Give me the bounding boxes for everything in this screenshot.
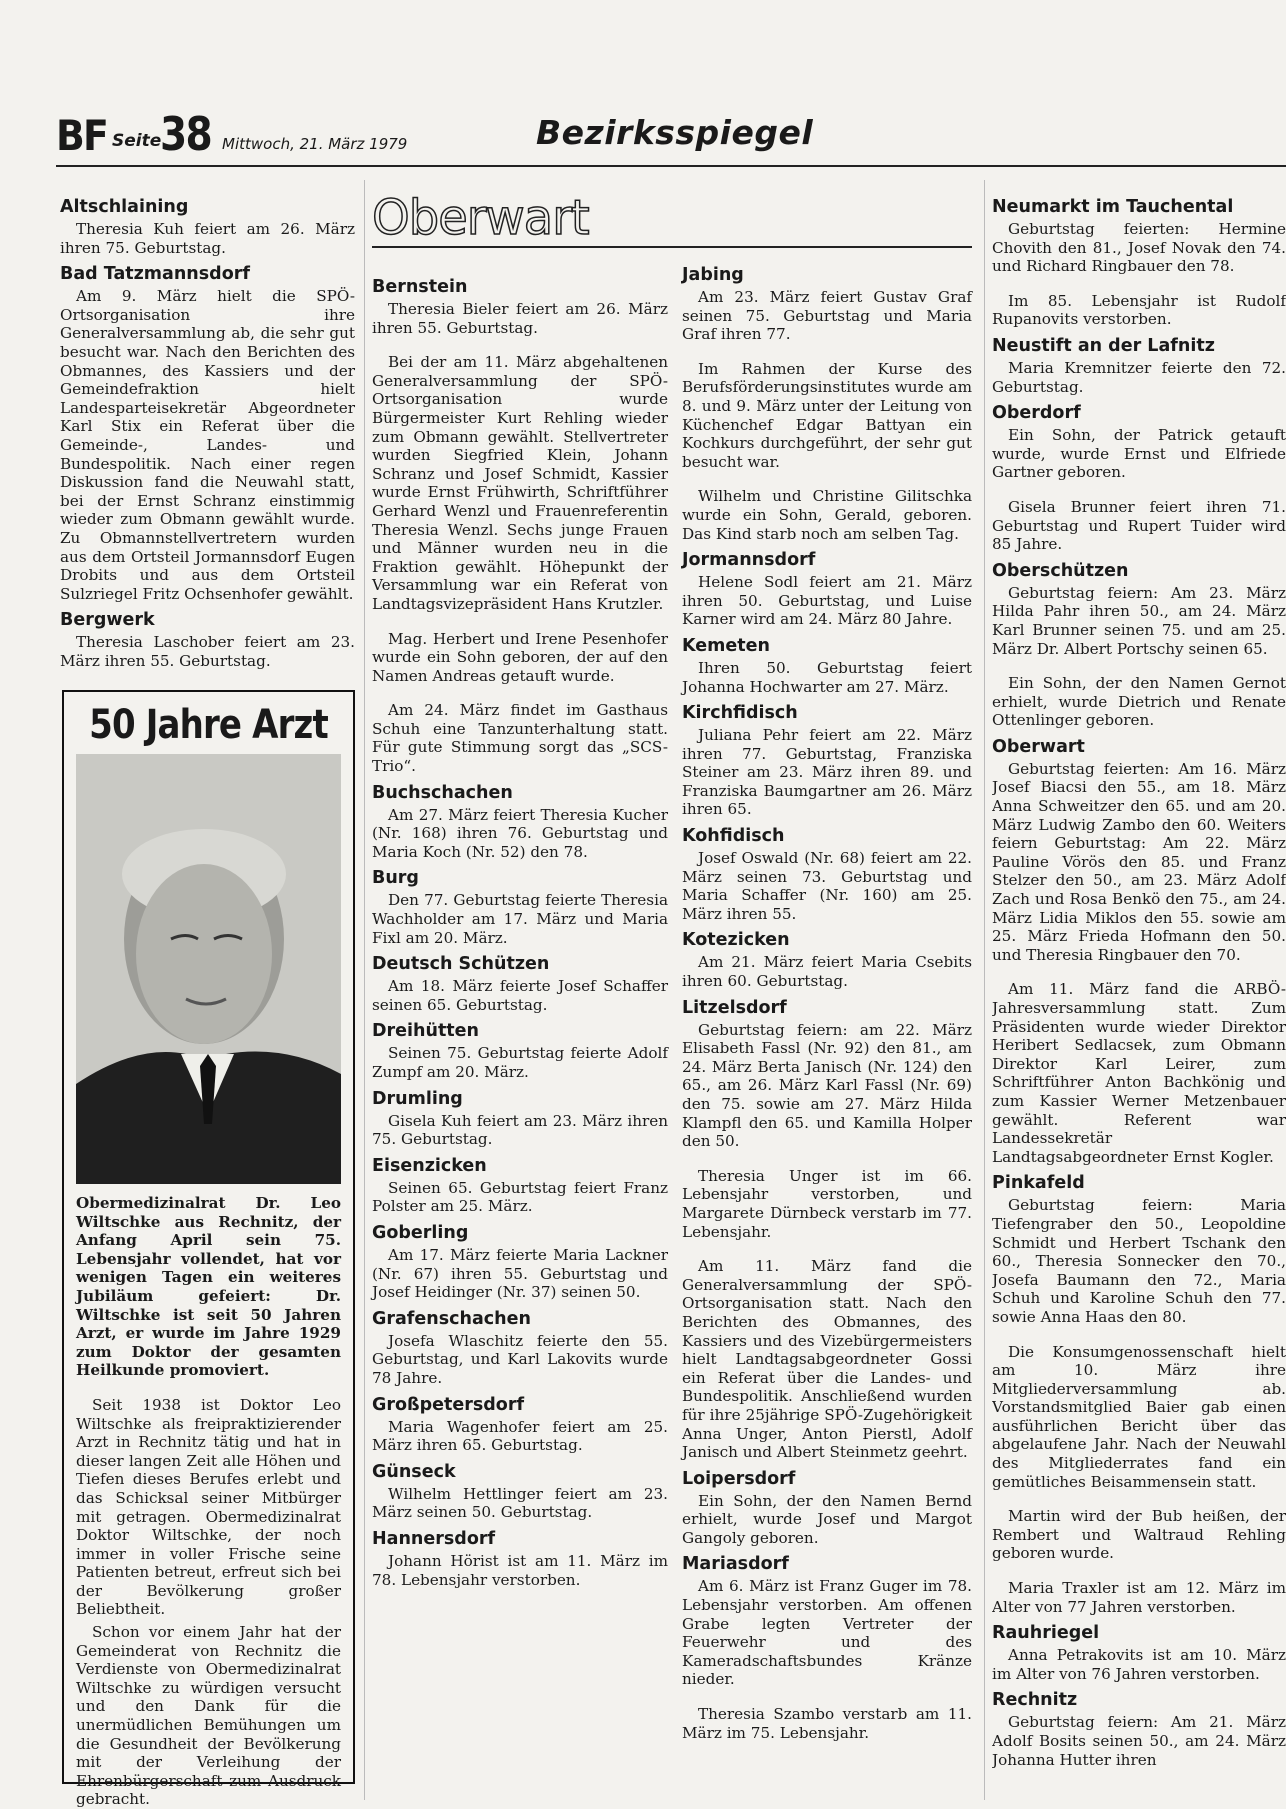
news-paragraph: Theresia Kuh feiert am 26. März ihren 75. Geburtstag. — [60, 220, 355, 257]
place-heading: Großpetersdorf — [372, 1394, 525, 1415]
place-heading: Kohfidisch — [682, 826, 785, 847]
news-paragraph: Wilhelm Hettlinger feiert am 23. März seinen 50. Geburtstag. — [372, 1484, 668, 1522]
place-heading: Neustift an der Lafnitz — [992, 335, 1215, 356]
news-paragraph: Josef Oswald (Nr. 68) feiert am 22. März seinen 73. Geburtstag und Maria Schaffer (Nr. 160) am 25. März ihren 55. — [682, 849, 972, 923]
news-paragraph: Mag. Herbert und Irene Pesenhofer wurde ein Sohn geboren, der auf den Namen Andreas getauft wurde. — [372, 629, 668, 685]
news-paragraph: Helene Sodl feiert am 21. März ihren 50. Geburtstag, und Luise Karner wird am 24. März 80 Jahre. — [682, 573, 972, 629]
column-divider — [364, 180, 365, 1800]
place-heading: Rechnitz — [992, 1690, 1078, 1711]
feature-lead: Obermedizinalrat Dr. Leo Wiltschke aus Rechnitz, der Anfang April sein 75. Lebensjahr vollendet, hat vor wenigen Tagen ein weiteres Jubiläum gefeiert: Dr. Wiltschke ist seit 50 Jahren Arzt, er wurde im Jahre 1929 zum Doktor der gesamten Heilkunde promoviert. — [76, 1194, 341, 1380]
news-paragraph: Am 6. März ist Franz Guger im 78. Lebensjahr verstorben. Am offenen Grabe legten Vertreter der Feuerwehr und des Kameradschaftsbundes Kränze nieder. — [682, 1577, 972, 1689]
news-paragraph: Maria Kremnitzer feierte den 72. Geburtstag. — [992, 358, 1286, 396]
news-paragraph: Geburtstag feierten: Hermine Chovith den 81., Josef Novak den 74. und Richard Ringbauer den 78. — [992, 220, 1286, 276]
news-paragraph: Maria Wagenhofer feiert am 25. März ihren 65. Geburtstag. — [372, 1417, 668, 1455]
feature-title: 50 Jahre Arzt — [89, 702, 328, 748]
news-paragraph: Geburtstag feiern: Am 23. März Hilda Pahr ihren 50., am 24. März Karl Brunner seinen 75. und am 25. März Dr. Albert Portschy seinen 65. — [992, 583, 1286, 658]
feature-paragraph: Schon vor einem Jahr hat der Gemeinderat von Rechnitz die Verdienste von Obermedizinalrat Wiltschke zu würdigen versucht und den Dank für die unermüdlichen Bemühungen um die Gesundheit der Bevölkerung mit der Verleihung der Ehrenbürgerschaft zum Ausdruck gebracht. — [76, 1623, 341, 1809]
place-heading: Jabing — [682, 265, 744, 285]
feature-paragraph: Seit 1938 ist Doktor Leo Wiltschke als freipraktizierender Arzt in Rechnitz tätig und hat in dieser langen Zeit alle Höhen und Tiefen dieses Berufes erlebt und das Schicksal seiner Mitbürger mit getragen. Obermedizinalrat Doktor Wiltschke, der noch immer in voller Frische seine Patienten betreut, erfreut sich bei der Bevölkerung großer Beliebtheit. — [76, 1395, 341, 1619]
news-paragraph: Am 27. März feiert Theresia Kucher (Nr. 168) ihren 76. Geburtstag und Maria Koch (Nr. 52) den 78. — [372, 805, 668, 861]
place-heading: Litzelsdorf — [682, 997, 787, 1018]
feature-box — [62, 690, 355, 1809]
place-heading: Neumarkt im Tauchental — [992, 197, 1234, 217]
page-label: Seite — [112, 131, 162, 151]
page-header — [56, 105, 1286, 165]
news-paragraph: Geburtstag feierten: Am 16. März Josef Biacsi den 55., am 18. März Anna Schweitzer den 65. und am 20. März Ludwig Zambo den 60. Weiters feiern Geburtstag: Am 22. März Pauline Vörös den 85. und Franz Stelzer den 50., am 23. März Adolf Zach und Rosa Benkö den 75., am 24. März Lidia Miklos den 55. sowie am 25. März Frieda Hofmann den 50. und Theresia Ringbauer den 70. — [992, 759, 1286, 964]
column-3 — [682, 258, 972, 1746]
news-paragraph: Juliana Pehr feiert am 22. März ihren 77. Geburtstag, Franziska Steiner am 23. März ihren 89. und Franziska Baumgartner am 26. März ihren 65. — [682, 726, 972, 819]
news-paragraph: Geburtstag feiern: Am 21. März Adolf Bosits seinen 50., am 24. März Johanna Hutter ihren — [992, 1713, 1286, 1769]
news-paragraph: Johann Hörist ist am 11. März im 78. Lebensjahr verstorben. — [372, 1551, 668, 1589]
news-paragraph: Ihren 50. Geburtstag feiert Johanna Hochwarter am 27. März. — [682, 658, 972, 696]
news-paragraph: Theresia Bieler feiert am 26. März ihren 55. Geburtstag. — [372, 300, 668, 337]
news-paragraph: Am 24. März findet im Gasthaus Schuh eine Tanzunterhaltung statt. Für gute Stimmung sorgt das „SCS-Trio“. — [372, 701, 668, 776]
place-heading: Kemeten — [682, 635, 770, 656]
place-heading: Oberschützen — [992, 560, 1129, 581]
news-paragraph: Geburtstag feiern: Maria Tiefengraber den 50., Leopoldine Schmidt und Herbert Tschank den 60., Theresia Sonnecker den 70., Josefa Baumann den 72., Maria Schuh und Karoline Schuh den 77. sowie Anna Haas den 80. — [992, 1196, 1286, 1326]
news-paragraph: Maria Traxler ist am 12. März im Alter von 77 Jahren verstorben. — [992, 1579, 1286, 1616]
portrait-photo — [76, 754, 341, 1184]
place-heading: Bernstein — [372, 277, 468, 297]
news-paragraph: Am 9. März hielt die SPÖ-Ortsorganisation ihre Generalversammlung ab, die sehr gut besucht war. Nach den Berichten des Obmannes, des Kassiers und der Gemeindefraktion hielt Landesparteisekretär Abgeordneter Karl Stix ein Referat über die Gemeinde-, Landes- und Bundespolitik. Nach einer regen Diskussion fand die Neuwahl statt, bei der Ernst Schranz einstimmig wieder zum Obmann gewählt wurde. Zu Obmannstellvertretern wurden aus dem Ortsteil Jormannsdorf Eugen Drobits und aus dem Ortsteil Sulzriegel Fritz Ochsenhofer gewählt. — [60, 287, 355, 603]
news-paragraph: Ein Sohn, der den Namen Gernot erhielt, wurde Dietrich und Renate Ottenlinger geboren. — [992, 674, 1286, 730]
news-paragraph: Am 11. März fand die ARBÖ-Jahresversammlung statt. Zum Präsidenten wurde wieder Direktor Heribert Sedlacsek, zum Obmann Direktor Karl Leirer, zum Schriftführer Anton Bachkönig und zum Kassier Werner Metzenbauer gewählt. Referent war Landessekretär Landtagsabgeordneter Ernst Kogler. — [992, 980, 1286, 1166]
news-paragraph: Am 17. März feierte Maria Lackner (Nr. 67) ihren 55. Geburtstag und Josef Heidinger (Nr. 37) seinen 50. — [372, 1245, 668, 1302]
news-paragraph: Am 21. März feiert Maria Csebits ihren 60. Geburtstag. — [682, 953, 972, 991]
place-heading: Jormannsdorf — [682, 550, 816, 571]
portrait-image — [76, 754, 341, 1184]
section-rule — [372, 246, 972, 248]
news-paragraph: Gisela Kuh feiert am 23. März ihren 75. Geburtstag. — [372, 1111, 668, 1149]
news-paragraph: Theresia Laschober feiert am 23. März ihren 55. Geburtstag. — [60, 633, 355, 670]
news-paragraph: Ein Sohn, der den Namen Bernd erhielt, wurde Josef und Margot Gangoly geboren. — [682, 1491, 972, 1547]
section-title: Oberwart — [372, 190, 589, 246]
place-heading: Goberling — [372, 1222, 469, 1243]
column-divider — [984, 180, 985, 1800]
place-heading: Oberdorf — [992, 403, 1081, 424]
place-heading: Günseck — [372, 1461, 456, 1482]
page-title: Bezirksspiegel — [536, 113, 814, 152]
place-heading: Hannersdorf — [372, 1528, 496, 1549]
place-heading: Rauhriegel — [992, 1623, 1100, 1644]
newspaper-logo: BF — [56, 111, 108, 160]
place-heading: Bad Tatzmannsdorf — [60, 264, 250, 285]
column-4 — [992, 190, 1286, 1800]
place-heading: Eisenzicken — [372, 1155, 487, 1176]
news-paragraph: Wilhelm und Christine Gilitschka wurde ein Sohn, Gerald, geboren. Das Kind starb noch am selben Tag. — [682, 487, 972, 543]
news-paragraph: Bei der am 11. März abgehaltenen Generalversammlung der SPÖ-Ortsorganisation wurde Bürgermeister Kurt Rehling wieder zum Obmann gewählt. Stellvertreter wurden Siegfried Klein, Johann Schranz und Josef Schmidt, Kassier wurde Ernst Frühwirth, Schriftführer Gerhard Wenzl und Frauenreferentin Theresia Wenzl. Sechs junge Frauen und Männer wurden neu in die Fraktion gewählt. Höhepunkt der Versammlung war ein Referat von Landtagsvizepräsident Hans Krutzler. — [372, 353, 668, 613]
issue-date: Mittwoch, 21. März 1979 — [222, 135, 408, 153]
feature-text — [64, 1184, 353, 1809]
place-heading: Pinkafeld — [992, 1173, 1085, 1194]
place-heading: Buchschachen — [372, 782, 513, 803]
news-paragraph: Seinen 75. Geburtstag feierte Adolf Zumpf am 20. März. — [372, 1044, 668, 1081]
place-heading: Bergwerk — [60, 610, 155, 631]
news-paragraph: Im 85. Lebensjahr ist Rudolf Rupanovits verstorben. — [992, 291, 1286, 329]
news-paragraph: Am 18. März feierte Josef Schaffer seinen 65. Geburtstag. — [372, 977, 668, 1014]
news-paragraph: Gisela Brunner feiert ihren 71. Geburtstag und Rupert Tuider wird 85 Jahre. — [992, 497, 1286, 554]
news-paragraph: Theresia Unger ist im 66. Lebensjahr verstorben, und Margarete Dürnbeck verstarb im 77. Lebensjahr. — [682, 1166, 972, 1241]
news-paragraph: Am 23. März feiert Gustav Graf seinen 75. Geburtstag und Maria Graf ihren 77. — [682, 288, 972, 344]
news-paragraph: Im Rahmen der Kurse des Berufsförderungsinstitutes wurde am 8. und 9. März unter der Leitung von Küchenchef Edgar Battyan ein Kochkurs durchgeführt, der sehr gut besucht war. — [682, 359, 972, 471]
news-paragraph: Am 11. März fand die Generalversammlung der SPÖ-Ortsorganisation statt. Nach den Berichten des Obmannes, des Kassiers und des Vizebürgermeisters hielt Landtagsabgeordneter Gossi ein Referat über die Landes- und Bundespolitik. Anschließend wurden für ihre 25jährige SPÖ-Zugehörigkeit Anna Unger, Anton Pierstl, Adolf Janisch und Albert Steinmetz geehrt. — [682, 1257, 972, 1462]
place-heading: Dreihütten — [372, 1021, 479, 1042]
place-heading: Deutsch Schützen — [372, 954, 550, 975]
news-paragraph: Theresia Szambo verstarb am 11. März im 75. Lebensjahr. — [682, 1705, 972, 1742]
news-paragraph: Josefa Wlaschitz feierte den 55. Geburtstag, und Karl Lakovits wurde 78 Jahre. — [372, 1331, 668, 1387]
place-heading: Loipersdorf — [682, 1468, 796, 1489]
place-heading: Drumling — [372, 1088, 463, 1109]
place-heading: Kotezicken — [682, 930, 790, 951]
column-1 — [60, 190, 355, 674]
news-paragraph: Die Konsumgenossenschaft hielt am 10. März ihre Mitgliederversammlung ab. Vorstandsmitglied Baier gab einen ausführlichen Bericht über das abgelaufene Jahr. Nach der Neuwahl des Mitgliederrates fand ein gemütliches Beisammensein statt. — [992, 1342, 1286, 1491]
column-2 — [372, 270, 668, 1593]
place-heading: Kirchfidisch — [682, 703, 798, 724]
header-rule — [56, 165, 1286, 167]
news-paragraph: Seinen 65. Geburtstag feiert Franz Polster am 25. März. — [372, 1178, 668, 1216]
page-number: 38 — [160, 107, 212, 161]
place-heading: Altschlaining — [60, 197, 189, 217]
news-paragraph: Geburtstag feiern: am 22. März Elisabeth Fassl (Nr. 92) den 81., am 24. März Berta Janisch (Nr. 124) den 65., am 26. März Karl Fassl (Nr. 69) den 75. sowie am 27. März Hilda Klampfl den 65. und Kamilla Holper den 50. — [682, 1020, 972, 1151]
place-heading: Mariasdorf — [682, 1554, 789, 1575]
place-heading: Grafenschachen — [372, 1308, 531, 1329]
news-paragraph: Anna Petrakovits ist am 10. März im Alter von 76 Jahren verstorben. — [992, 1646, 1286, 1683]
news-paragraph: Martin wird der Bub heißen, der Rembert und Waltraud Rehling geboren wurde. — [992, 1507, 1286, 1563]
news-paragraph: Den 77. Geburtstag feierte Theresia Wachholder am 17. März und Maria Fixl am 20. März. — [372, 891, 668, 947]
place-heading: Burg — [372, 868, 419, 889]
place-heading: Oberwart — [992, 736, 1085, 757]
news-paragraph: Ein Sohn, der Patrick getauft wurde, wurde Ernst und Elfriede Gartner geboren. — [992, 426, 1286, 482]
